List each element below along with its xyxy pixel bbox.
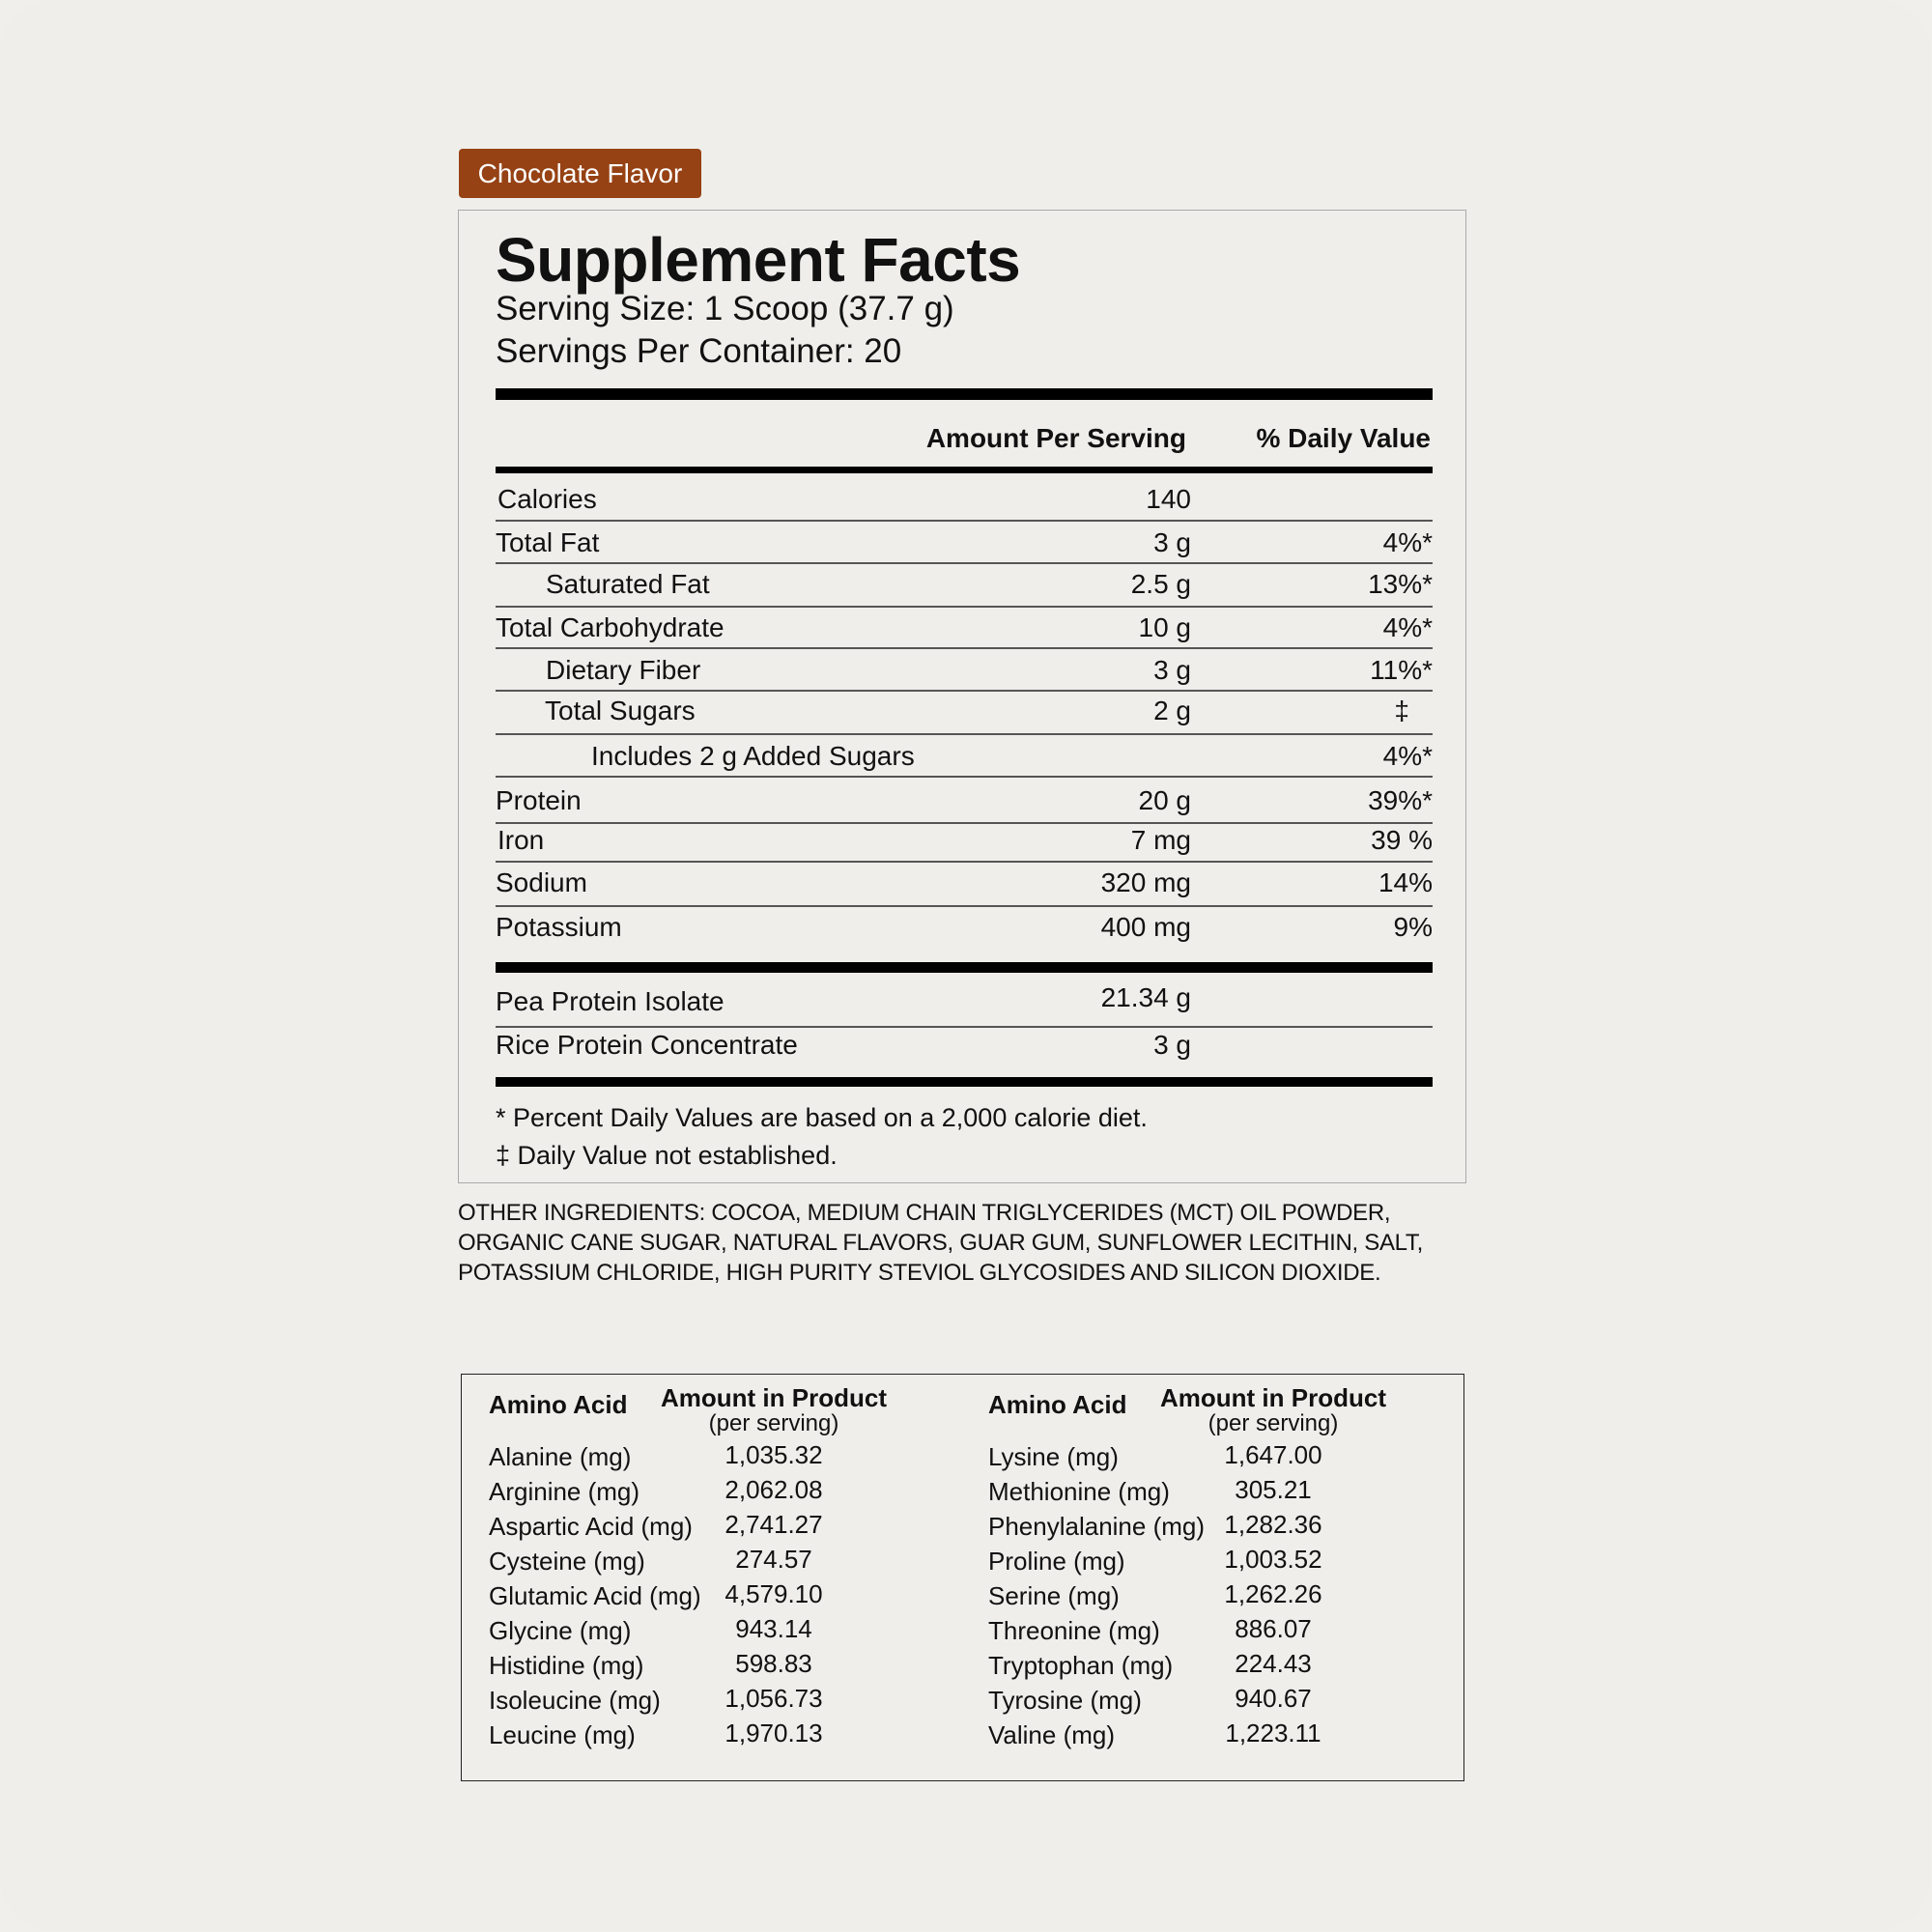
ingredient-amount: 3 g xyxy=(1153,1030,1191,1060)
nutrient-name: Total Fat xyxy=(496,527,600,557)
amino-value: 224.43 xyxy=(1235,1649,1312,1678)
amino-value: 1,262.26 xyxy=(1224,1579,1322,1608)
footnote-not-established: ‡ Daily Value not established. xyxy=(496,1141,838,1170)
amino-header-acid: Amino Acid xyxy=(489,1390,628,1419)
nutrient-name: Total Carbohydrate xyxy=(496,612,724,642)
nutrient-dv: 4%* xyxy=(1382,741,1433,771)
amino-header-amount xyxy=(1148,1384,1399,1436)
nutrient-amount: 2 g xyxy=(1153,696,1191,725)
other-ingredients: OTHER INGREDIENTS: COCOA, MEDIUM CHAIN TRIGLYCERIDES (MCT) OIL POWDER, ORGANIC CANE SUGAR, NATURAL FLAVORS, GUAR GUM, SUNFLOWER LECITHIN, SALT, POTASSIUM CHLORIDE, HIGH PURITY STEVIOL GLYCOSIDES AND SILICON DIOXIDE. xyxy=(458,1200,1423,1286)
amino-name: Lysine (mg) xyxy=(988,1442,1119,1471)
nutrient-dv: 4%* xyxy=(1382,527,1433,557)
amino-value: 598.83 xyxy=(735,1649,812,1678)
amino-value: 1,056.73 xyxy=(724,1684,823,1713)
nutrient-name: Sodium xyxy=(496,867,587,897)
header-daily-value: % Daily Value xyxy=(1256,423,1431,453)
amino-header-amount xyxy=(648,1384,899,1436)
amino-value: 1,970.13 xyxy=(724,1719,823,1747)
amino-value: 1,647.00 xyxy=(1224,1440,1322,1469)
nutrient-amount: 7 mg xyxy=(1130,825,1191,855)
amino-name: Isoleucine (mg) xyxy=(489,1686,661,1715)
amino-name: Glycine (mg) xyxy=(489,1616,632,1645)
facts-title: Supplement Facts xyxy=(496,225,1021,295)
nutrient-dv: 14% xyxy=(1378,867,1433,897)
nutrient-amount: 140 xyxy=(1146,484,1191,514)
nutrient-amount: 2.5 g xyxy=(1130,569,1191,599)
amino-name: Tyrosine (mg) xyxy=(988,1686,1142,1715)
nutrient-name: Total Sugars xyxy=(545,696,696,725)
amino-name: Arginine (mg) xyxy=(489,1477,640,1506)
nutrient-dv: 11%* xyxy=(1370,655,1433,685)
footnote-daily-values: * Percent Daily Values are based on a 2,000 calorie diet. xyxy=(496,1103,1148,1132)
amino-value: 274.57 xyxy=(735,1545,812,1574)
row-divider xyxy=(496,606,1433,608)
flavor-tag: Chocolate Flavor xyxy=(459,149,701,198)
amino-value: 1,003.52 xyxy=(1224,1545,1322,1574)
amino-value: 2,741.27 xyxy=(724,1510,823,1539)
amino-value: 943.14 xyxy=(735,1614,812,1643)
nutrient-dv: 13%* xyxy=(1368,569,1433,599)
ingredient-name: Pea Protein Isolate xyxy=(496,986,724,1016)
amino-header-amount-sub: (per serving) xyxy=(708,1410,839,1436)
amino-name: Threonine (mg) xyxy=(988,1616,1160,1645)
row-divider xyxy=(496,861,1433,863)
header-amount: Amount Per Serving xyxy=(925,423,1186,453)
supplement-facts-panel xyxy=(458,210,1466,1183)
nutrient-dv: 9% xyxy=(1393,912,1433,942)
amino-name: Phenylalanine (mg) xyxy=(988,1512,1206,1541)
amino-name: Methionine (mg) xyxy=(988,1477,1170,1506)
row-divider xyxy=(496,905,1433,907)
amino-name: Valine (mg) xyxy=(988,1720,1116,1749)
amino-name: Glutamic Acid (mg) xyxy=(489,1581,701,1610)
amino-value: 940.67 xyxy=(1235,1684,1312,1713)
nutrient-dv: 39%* xyxy=(1368,785,1433,815)
nutrient-amount: 3 g xyxy=(1153,655,1191,685)
amino-name: Proline (mg) xyxy=(988,1547,1125,1576)
amino-value: 305.21 xyxy=(1235,1475,1312,1504)
nutrient-dv: ‡ xyxy=(1394,696,1409,725)
nutrient-name: Dietary Fiber xyxy=(546,655,701,685)
nutrient-name: Iron xyxy=(497,825,545,855)
row-divider xyxy=(496,690,1433,692)
row-divider xyxy=(496,562,1433,564)
nutrient-amount: 10 g xyxy=(1138,612,1191,642)
amino-value: 886.07 xyxy=(1235,1614,1312,1643)
nutrient-amount: 320 mg xyxy=(1100,867,1191,897)
amino-name: Histidine (mg) xyxy=(489,1651,644,1680)
amino-header-acid: Amino Acid xyxy=(988,1390,1127,1419)
row-divider xyxy=(496,647,1433,649)
amino-header-amount-label: Amount in Product xyxy=(1160,1383,1386,1412)
nutrient-amount: 20 g xyxy=(1138,785,1191,815)
thick-divider xyxy=(496,388,1433,400)
amino-header-amount-sub: (per serving) xyxy=(1208,1410,1339,1436)
amino-acid-table xyxy=(461,1374,1464,1781)
amino-value: 1,223.11 xyxy=(1225,1719,1321,1747)
amino-value: 4,579.10 xyxy=(724,1579,823,1608)
nutrient-amount: 400 mg xyxy=(1100,912,1191,942)
nutrient-name: Protein xyxy=(496,785,582,815)
thick-divider xyxy=(496,962,1433,973)
amino-name: Leucine (mg) xyxy=(489,1720,636,1749)
row-divider xyxy=(496,733,1433,735)
serving-size: Serving Size: 1 Scoop (37.7 g) xyxy=(496,290,954,327)
row-divider xyxy=(496,520,1433,522)
ingredient-amount: 21.34 g xyxy=(1100,982,1191,1012)
amino-value: 2,062.08 xyxy=(724,1475,823,1504)
amino-name: Tryptophan (mg) xyxy=(988,1651,1174,1680)
medium-divider xyxy=(496,467,1433,473)
nutrient-dv: 4%* xyxy=(1382,612,1433,642)
nutrient-dv: 39 % xyxy=(1371,825,1433,855)
nutrient-amount: 3 g xyxy=(1153,527,1191,557)
row-divider xyxy=(496,822,1433,824)
amino-name: Aspartic Acid (mg) xyxy=(489,1512,693,1541)
nutrient-name: Calories xyxy=(497,484,597,514)
nutrient-name: Potassium xyxy=(496,912,622,942)
ingredient-name: Rice Protein Concentrate xyxy=(496,1030,798,1060)
nutrient-name: Saturated Fat xyxy=(546,569,710,599)
row-divider xyxy=(496,1026,1433,1028)
amino-name: Alanine (mg) xyxy=(489,1442,632,1471)
servings-per-container: Servings Per Container: 20 xyxy=(496,332,902,370)
amino-name: Serine (mg) xyxy=(988,1581,1120,1610)
thick-divider xyxy=(496,1077,1433,1087)
amino-name: Cysteine (mg) xyxy=(489,1547,645,1576)
row-divider xyxy=(496,776,1433,778)
amino-value: 1,035.32 xyxy=(724,1440,823,1469)
amino-header-amount-label: Amount in Product xyxy=(661,1383,887,1412)
amino-value: 1,282.36 xyxy=(1224,1510,1322,1539)
nutrient-name: Includes 2 g Added Sugars xyxy=(591,741,915,771)
